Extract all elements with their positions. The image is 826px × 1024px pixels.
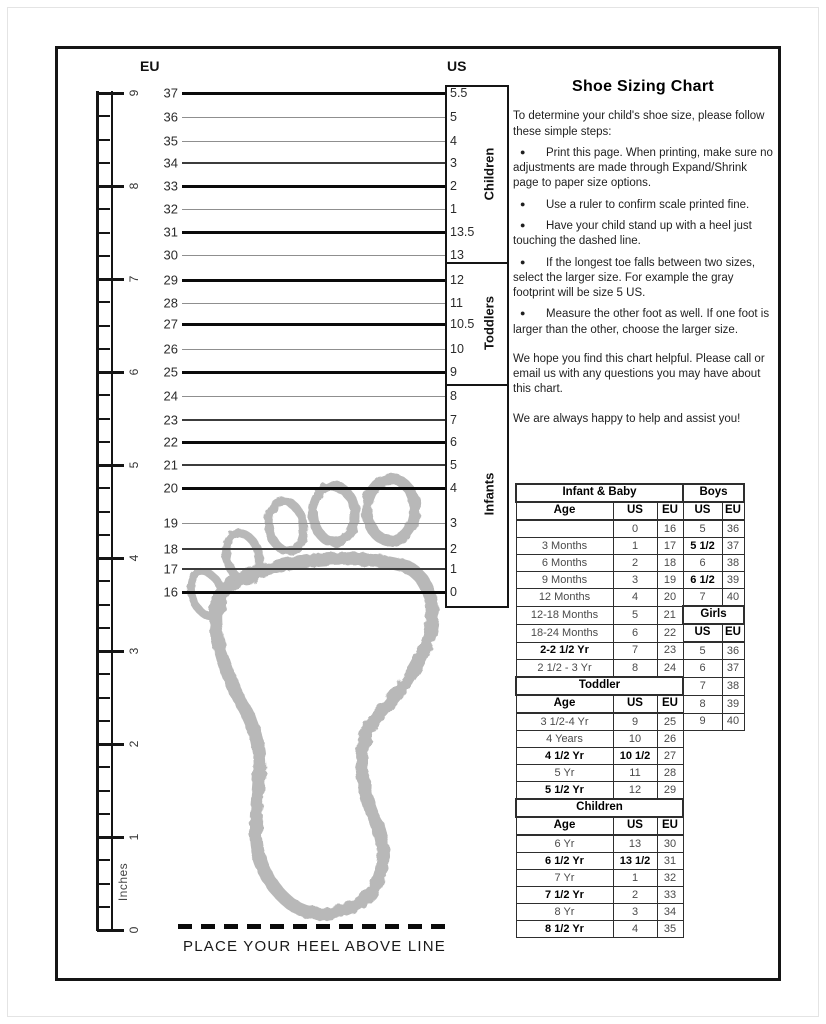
ruler-major-tick	[97, 185, 124, 188]
us-size-label: 4	[450, 134, 457, 148]
ruler-minor-tick	[99, 790, 110, 792]
us-size-label: 1	[450, 562, 457, 576]
ruler-major-tick	[97, 92, 124, 95]
table-cell: 26	[657, 731, 683, 748]
ruler-minor-tick	[99, 511, 110, 513]
table-cell: 3	[613, 572, 657, 589]
size-group-label-toddlers: Toddlers	[481, 296, 497, 350]
ruler-major-tick	[97, 557, 124, 560]
table-cell: 4	[613, 921, 657, 938]
table-cell: 2	[613, 887, 657, 904]
table-void-cell	[683, 904, 744, 921]
us-size-label: 13	[450, 248, 464, 262]
ruler-minor-tick	[99, 348, 110, 350]
ruler-minor-tick	[99, 232, 110, 234]
table-row	[516, 870, 744, 887]
eu-size-label: 28	[163, 295, 178, 311]
table-section-header: Infant & Baby	[516, 484, 683, 502]
table-row	[516, 887, 744, 904]
table-column-header: US	[683, 624, 722, 642]
us-size-label: 2	[450, 542, 457, 556]
table-void-cell	[683, 887, 744, 904]
size-line	[182, 303, 445, 304]
bullet-dot-icon: ●	[520, 198, 526, 209]
table-cell: 5 1/2 Yr	[516, 782, 613, 800]
eu-size-label: 23	[163, 412, 178, 428]
table-cell: 9	[613, 713, 657, 731]
us-size-label: 13.5	[450, 225, 475, 239]
size-group-label-infants: Infants	[481, 472, 497, 516]
table-cell: 5	[613, 606, 657, 624]
table-column-header: Age	[516, 502, 613, 520]
eu-size-label: 37	[163, 85, 178, 101]
table-column-header: US	[613, 502, 657, 520]
eu-size-label: 16	[163, 584, 178, 600]
ruler-number: 3	[127, 647, 141, 655]
size-line	[182, 568, 445, 570]
ruler-minor-tick	[99, 813, 110, 815]
us-box-divider	[445, 262, 509, 264]
ruler-major-tick	[97, 464, 124, 467]
intro-text: To determine your child's shoe size, please follow these simple steps:	[513, 110, 765, 138]
us-size-label: 10	[450, 342, 464, 356]
table-column-header: US	[613, 817, 657, 835]
size-line	[182, 419, 445, 421]
bullet-text: Measure the other foot as well. If one foot is larger than the other, choose the larger size.	[513, 308, 770, 336]
size-line	[182, 209, 445, 210]
table-void-cell	[683, 765, 744, 782]
size-line	[182, 141, 445, 142]
table-row	[516, 502, 744, 520]
table-void-cell	[683, 799, 744, 817]
ruler-major-tick	[97, 836, 124, 839]
sizing-table	[515, 483, 745, 938]
table-row	[516, 853, 744, 870]
table-cell: 39	[722, 695, 744, 713]
table-row	[516, 520, 744, 538]
table-cell: 12 Months	[516, 589, 613, 607]
table-cell: 6 Yr	[516, 835, 613, 853]
table-cell: 4	[613, 589, 657, 607]
ruler-minor-tick	[99, 697, 110, 699]
us-size-label: 8	[450, 389, 457, 403]
table-row	[516, 606, 744, 624]
table-row	[516, 713, 744, 731]
table-void-cell	[683, 748, 744, 765]
foot-sole-outline	[216, 559, 432, 914]
table-cell: 4 1/2 Yr	[516, 748, 613, 765]
size-line	[182, 279, 445, 282]
eu-size-label: 21	[163, 457, 178, 473]
table-section-header: Toddler	[516, 677, 683, 695]
ruler-minor-tick	[99, 604, 110, 606]
ruler-minor-tick	[99, 394, 110, 396]
ruler-number: 8	[127, 182, 141, 190]
ruler-number: 6	[127, 368, 141, 376]
ruler-minor-tick	[99, 115, 110, 117]
us-size-label: 5	[450, 110, 457, 124]
heel-instruction: PLACE YOUR HEEL ABOVE LINE	[183, 938, 446, 955]
ruler-major-tick	[97, 929, 124, 932]
ruler-inches-label: Inches	[116, 862, 130, 902]
table-cell: 37	[722, 660, 744, 678]
table-column-header: EU	[657, 817, 683, 835]
table-cell: 38	[722, 555, 744, 572]
us-size-label: 12	[450, 273, 464, 287]
table-column-header: EU	[722, 502, 744, 520]
eu-size-label: 34	[163, 155, 178, 171]
eu-size-label: 27	[163, 316, 178, 332]
toe-small	[185, 567, 229, 620]
table-row	[516, 642, 744, 660]
table-column-header: EU	[722, 624, 744, 642]
table-row	[516, 555, 744, 572]
table-cell: 38	[722, 677, 744, 695]
table-row	[516, 921, 744, 938]
eu-column-header: EU	[140, 58, 160, 74]
table-section-header: Girls	[683, 606, 744, 624]
table-cell: 7	[613, 642, 657, 660]
ruler-minor-tick	[99, 162, 110, 164]
eu-size-label: 31	[163, 224, 178, 240]
table-cell: 13 1/2	[613, 853, 657, 870]
ruler-major-tick	[97, 371, 124, 374]
table-row	[516, 799, 744, 817]
ruler-number: 4	[127, 554, 141, 562]
ruler-minor-tick	[99, 487, 110, 489]
table-cell: 6	[613, 624, 657, 642]
table-cell: 7 Yr	[516, 870, 613, 887]
size-line	[182, 92, 445, 95]
table-cell: 33	[657, 887, 683, 904]
ruler-minor-tick	[99, 720, 110, 722]
eu-size-label: 30	[163, 247, 178, 263]
table-cell: 11	[613, 765, 657, 782]
size-line	[182, 117, 445, 118]
table-cell: 5 1/2	[683, 538, 722, 555]
table-cell: 1	[613, 870, 657, 887]
size-line	[182, 464, 445, 466]
bullet-text: If the longest toe falls between two sizes, select the larger size. For example the gray footprint will be size 5 US.	[513, 256, 756, 300]
ruler-minor-tick	[99, 301, 110, 303]
toe-3	[265, 498, 307, 553]
table-cell: 28	[657, 765, 683, 782]
ruler-minor-tick	[99, 883, 110, 885]
table-cell: 7	[683, 677, 722, 695]
ruler-minor-tick	[99, 325, 110, 327]
bullet-item	[513, 146, 773, 192]
us-size-label: 2	[450, 179, 457, 193]
table-cell: 2-2 1/2 Yr	[516, 642, 613, 660]
table-row	[516, 572, 744, 589]
size-line	[182, 548, 445, 550]
us-size-label: 7	[450, 413, 457, 427]
info-panel	[513, 76, 773, 433]
table-cell: 30	[657, 835, 683, 853]
table-cell: 19	[657, 572, 683, 589]
table-cell: 23	[657, 642, 683, 660]
table-cell: 8	[683, 695, 722, 713]
bullet-dot-icon: ●	[520, 256, 526, 267]
us-size-label: 9	[450, 365, 457, 379]
table-cell: 10	[613, 731, 657, 748]
table-column-header: EU	[657, 502, 683, 520]
table-cell: 40	[722, 713, 744, 731]
us-size-label: 5	[450, 458, 457, 472]
eu-size-label: 24	[163, 388, 178, 404]
bullet-text: Use a ruler to confirm scale printed fine.	[546, 198, 750, 211]
eu-size-label: 22	[163, 434, 178, 450]
size-line	[182, 591, 445, 594]
table-cell: 3	[613, 904, 657, 921]
table-cell: 20	[657, 589, 683, 607]
ruler-minor-tick	[99, 418, 110, 420]
ruler-minor-tick	[99, 441, 110, 443]
us-size-label: 4	[450, 481, 457, 495]
table-cell: 4 Years	[516, 731, 613, 748]
ruler-minor-tick	[99, 580, 110, 582]
table-row	[516, 731, 744, 748]
table-cell: 5	[683, 642, 722, 660]
table-cell: 21	[657, 606, 683, 624]
outro-text-1: We hope you find this chart helpful. Please call or email us with any questions you may have about this chart.	[513, 352, 765, 396]
table-cell: 8	[613, 660, 657, 678]
bullet-item	[513, 198, 773, 213]
table-cell: 12-18 Months	[516, 606, 613, 624]
table-cell: 9 Months	[516, 572, 613, 589]
ruler-number: 2	[127, 740, 141, 748]
table-void-cell	[683, 870, 744, 887]
table-cell: 6 1/2	[683, 572, 722, 589]
table-cell: 6 Months	[516, 555, 613, 572]
table-row	[516, 765, 744, 782]
eu-size-label: 25	[163, 364, 178, 380]
table-row	[516, 748, 744, 765]
ruler-minor-tick	[99, 139, 110, 141]
table-cell: 5	[683, 520, 722, 538]
table-void-cell	[683, 835, 744, 853]
table-cell: 37	[722, 538, 744, 555]
table-cell: 16	[657, 520, 683, 538]
us-size-label: 5.5	[450, 86, 468, 100]
toe-2	[311, 484, 358, 543]
eu-size-label: 33	[163, 178, 178, 194]
table-cell	[516, 520, 613, 538]
instruction-bullets	[513, 146, 773, 338]
eu-size-label: 32	[163, 201, 178, 217]
us-size-label: 1	[450, 202, 457, 216]
table-column-header: US	[683, 502, 722, 520]
bullet-item	[513, 219, 773, 250]
ruler-number: 5	[127, 461, 141, 469]
table-cell: 0	[613, 520, 657, 538]
table-cell: 27	[657, 748, 683, 765]
us-size-label: 6	[450, 435, 457, 449]
table-void-cell	[683, 731, 744, 748]
eu-size-label: 26	[163, 341, 178, 357]
ruler-minor-tick	[99, 906, 110, 908]
size-line	[182, 162, 445, 164]
bullet-text: Have your child stand up with a heel just touching the dashed line.	[513, 219, 752, 248]
bullet-text: Print this page. When printing, make sure no adjustments are made through Expand/Shrink page to paper size options.	[513, 146, 773, 190]
table-cell: 9	[683, 713, 722, 731]
bullet-dot-icon: ●	[520, 308, 526, 319]
table-cell: 13	[613, 835, 657, 853]
table-cell: 7	[683, 589, 722, 607]
table-row	[516, 660, 744, 678]
table-row	[516, 484, 744, 502]
table-row	[516, 817, 744, 835]
ruler-minor-tick	[99, 534, 110, 536]
bullet-item	[513, 307, 773, 338]
table-cell: 18	[657, 555, 683, 572]
ruler-minor-tick	[99, 627, 110, 629]
us-size-label: 0	[450, 585, 457, 599]
eu-size-label: 36	[163, 109, 178, 125]
table-row	[516, 904, 744, 921]
ruler-number: 1	[127, 833, 141, 841]
table-column-header: Age	[516, 817, 613, 835]
table-cell: 31	[657, 853, 683, 870]
us-size-label: 11	[450, 296, 463, 310]
table-cell: 8 1/2 Yr	[516, 921, 613, 938]
us-column-header: US	[447, 58, 467, 74]
table-cell: 32	[657, 870, 683, 887]
table-section-header: Boys	[683, 484, 744, 502]
table-cell: 1	[613, 538, 657, 555]
table-column-header: EU	[657, 695, 683, 713]
table-cell: 29	[657, 782, 683, 800]
table-void-cell	[683, 782, 744, 800]
ruler-minor-tick	[99, 766, 110, 768]
table-cell: 7 1/2 Yr	[516, 887, 613, 904]
size-line	[182, 185, 445, 188]
us-size-label: 3	[450, 156, 457, 170]
ruler-minor-tick	[99, 673, 110, 675]
size-group-label-children: Children	[481, 147, 497, 201]
ruler-minor-tick	[99, 208, 110, 210]
table-cell: 6 1/2 Yr	[516, 853, 613, 870]
table-cell: 22	[657, 624, 683, 642]
table-cell: 36	[722, 642, 744, 660]
table-void-cell	[683, 921, 744, 938]
us-box-divider	[445, 384, 509, 386]
table-section-header: Children	[516, 799, 683, 817]
table-column-header: US	[613, 695, 657, 713]
table-cell: 24	[657, 660, 683, 678]
table-cell: 40	[722, 589, 744, 607]
size-line	[182, 396, 445, 397]
table-cell: 39	[722, 572, 744, 589]
size-line	[182, 323, 445, 326]
table-cell: 2	[613, 555, 657, 572]
page-title: Shoe Sizing Chart	[572, 78, 714, 95]
table-cell: 6	[683, 660, 722, 678]
table-cell: 12	[613, 782, 657, 800]
footprint-graphic	[150, 430, 470, 940]
table-row	[516, 695, 744, 713]
eu-size-label: 35	[163, 133, 178, 149]
bullet-dot-icon: ●	[520, 219, 526, 230]
ruler-major-tick	[97, 278, 124, 281]
table-cell: 2 1/2 - 3 Yr	[516, 660, 613, 678]
table-column-header: Age	[516, 695, 613, 713]
table-row	[516, 589, 744, 607]
table-cell: 17	[657, 538, 683, 555]
table-cell: 34	[657, 904, 683, 921]
size-line	[182, 255, 445, 256]
eu-size-label: 20	[163, 480, 178, 496]
table-cell: 6	[683, 555, 722, 572]
us-size-label: 10.5	[450, 317, 475, 331]
eu-size-label: 18	[163, 541, 178, 557]
ruler-major-tick	[97, 743, 124, 746]
table-cell: 10 1/2	[613, 748, 657, 765]
ruler-minor-tick	[99, 255, 110, 257]
table-cell: 36	[722, 520, 744, 538]
table-row	[516, 624, 744, 642]
table-cell: 8 Yr	[516, 904, 613, 921]
eu-size-label: 29	[163, 272, 178, 288]
table-row	[516, 782, 744, 800]
ruler-number: 7	[127, 275, 141, 283]
table-row	[516, 835, 744, 853]
eu-size-label: 17	[163, 561, 178, 577]
table-row	[516, 538, 744, 555]
table-cell: 3 Months	[516, 538, 613, 555]
size-line	[182, 349, 445, 350]
heel-dashed-line	[178, 924, 445, 929]
size-line	[182, 523, 445, 524]
bullet-dot-icon: ●	[520, 146, 526, 157]
ruler-number: 0	[127, 926, 141, 934]
table-void-cell	[683, 817, 744, 835]
table-cell: 5 Yr	[516, 765, 613, 782]
ruler-minor-tick	[99, 859, 110, 861]
us-size-label: 3	[450, 516, 457, 530]
toe-4	[221, 530, 264, 585]
ruler-number: 9	[127, 89, 141, 97]
table-cell: 3 1/2-4 Yr	[516, 713, 613, 731]
outro-text-2: We are always happy to help and assist you!	[513, 412, 741, 425]
bullet-item	[513, 256, 773, 302]
table-cell: 35	[657, 921, 683, 938]
table-row	[516, 677, 744, 695]
table-cell: 18-24 Months	[516, 624, 613, 642]
size-line	[182, 487, 445, 490]
ruler-major-tick	[97, 650, 124, 653]
eu-size-label: 19	[163, 515, 178, 531]
size-line	[182, 441, 445, 444]
size-line	[182, 231, 445, 234]
table-void-cell	[683, 853, 744, 870]
table-cell: 25	[657, 713, 683, 731]
size-line	[182, 371, 445, 374]
